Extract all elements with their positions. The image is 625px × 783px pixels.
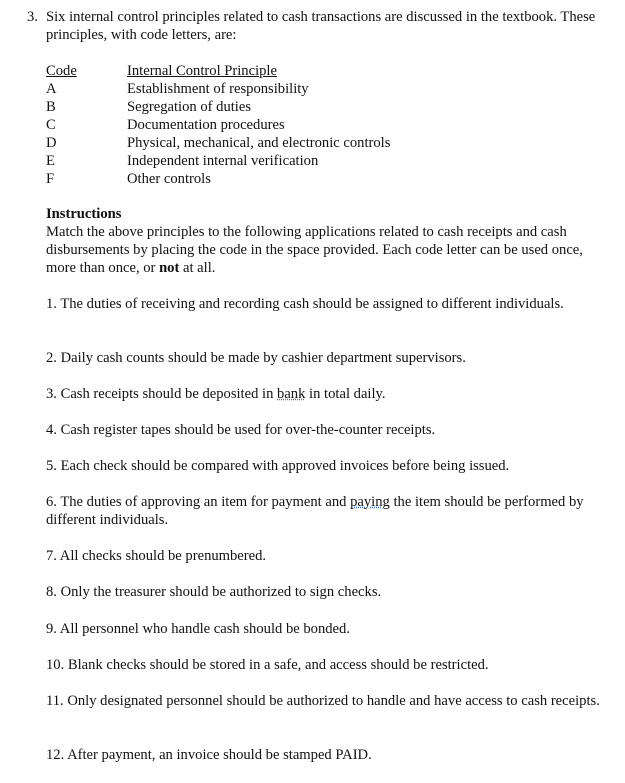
spellcheck-marked-word: paying bbox=[350, 494, 390, 510]
list-item-text: 3. Cash receipts should be deposited in bbox=[46, 386, 278, 402]
list-item-text: 6. The duties of approving an item for payment and bbox=[46, 494, 351, 510]
question-intro: Six internal control principles related to cash transactions are discussed in the textbook. These principles, with code letters, are: bbox=[46, 9, 596, 43]
instructions-title: Instructions bbox=[46, 206, 122, 222]
principle-column-header: Internal Control Principle bbox=[127, 63, 277, 79]
code-letter: F bbox=[46, 171, 55, 187]
list-item-text: the item should be performed by different individuals. bbox=[46, 494, 584, 528]
code-table-row bbox=[46, 98, 566, 116]
code-letter: C bbox=[46, 117, 56, 133]
principle-name: Documentation procedures bbox=[127, 117, 285, 133]
code-table-row bbox=[46, 116, 566, 134]
list-item: 1. The duties of receiving and recording cash should be assigned to different individuals. bbox=[46, 296, 564, 312]
instructions-emphasis: not bbox=[159, 260, 180, 276]
instructions-text-end: at all. bbox=[179, 260, 216, 276]
code-table-row bbox=[46, 170, 566, 188]
instructions-section bbox=[46, 205, 596, 277]
list-item: 5. Each check should be compared with approved invoices before being issued. bbox=[46, 458, 510, 474]
spellcheck-marked-word: bank bbox=[277, 386, 306, 402]
code-table-header bbox=[46, 62, 566, 80]
code-table-row bbox=[46, 152, 566, 170]
principle-name: Independent internal verification bbox=[127, 153, 319, 169]
code-letter: D bbox=[46, 135, 57, 151]
code-letter: E bbox=[46, 153, 55, 169]
list-item: 9. All personnel who handle cash should be bonded. bbox=[46, 621, 350, 637]
list-item: 7. All checks should be prenumbered. bbox=[46, 548, 267, 564]
code-letter: A bbox=[46, 81, 57, 97]
code-column-header: Code bbox=[46, 63, 77, 79]
list-item-text: in total daily. bbox=[305, 386, 386, 402]
list-item: 11. Only designated personnel should be authorized to handle and have access to cash receipts. bbox=[46, 693, 600, 709]
list-item: 12. After payment, an invoice should be stamped PAID. bbox=[46, 747, 372, 763]
list-item: 4. Cash register tapes should be used for over-the-counter receipts. bbox=[46, 422, 436, 438]
question-number: 3. bbox=[27, 9, 38, 25]
code-table-row bbox=[46, 80, 566, 98]
code-table bbox=[46, 62, 566, 188]
code-letter: B bbox=[46, 99, 56, 115]
list-item bbox=[46, 385, 601, 403]
code-table-row bbox=[46, 134, 566, 152]
principle-name: Physical, mechanical, and electronic controls bbox=[127, 135, 391, 151]
principle-name: Segregation of duties bbox=[127, 99, 252, 115]
instructions-text-start: Match the above principles to the following applications related to cash receipts and cash disbursements by placing the code in the space provided. Each code letter can be used once, more than once, or bbox=[46, 224, 583, 276]
list-item: 10. Blank checks should be stored in a safe, and access should be restricted. bbox=[46, 657, 489, 673]
list-item: 8. Only the treasurer should be authorized to sign checks. bbox=[46, 584, 382, 600]
list-item bbox=[46, 493, 601, 529]
list-item: 2. Daily cash counts should be made by cashier department supervisors. bbox=[46, 350, 466, 366]
principle-name: Establishment of responsibility bbox=[127, 81, 309, 97]
principle-name: Other controls bbox=[127, 171, 211, 187]
instructions-text bbox=[46, 223, 596, 277]
